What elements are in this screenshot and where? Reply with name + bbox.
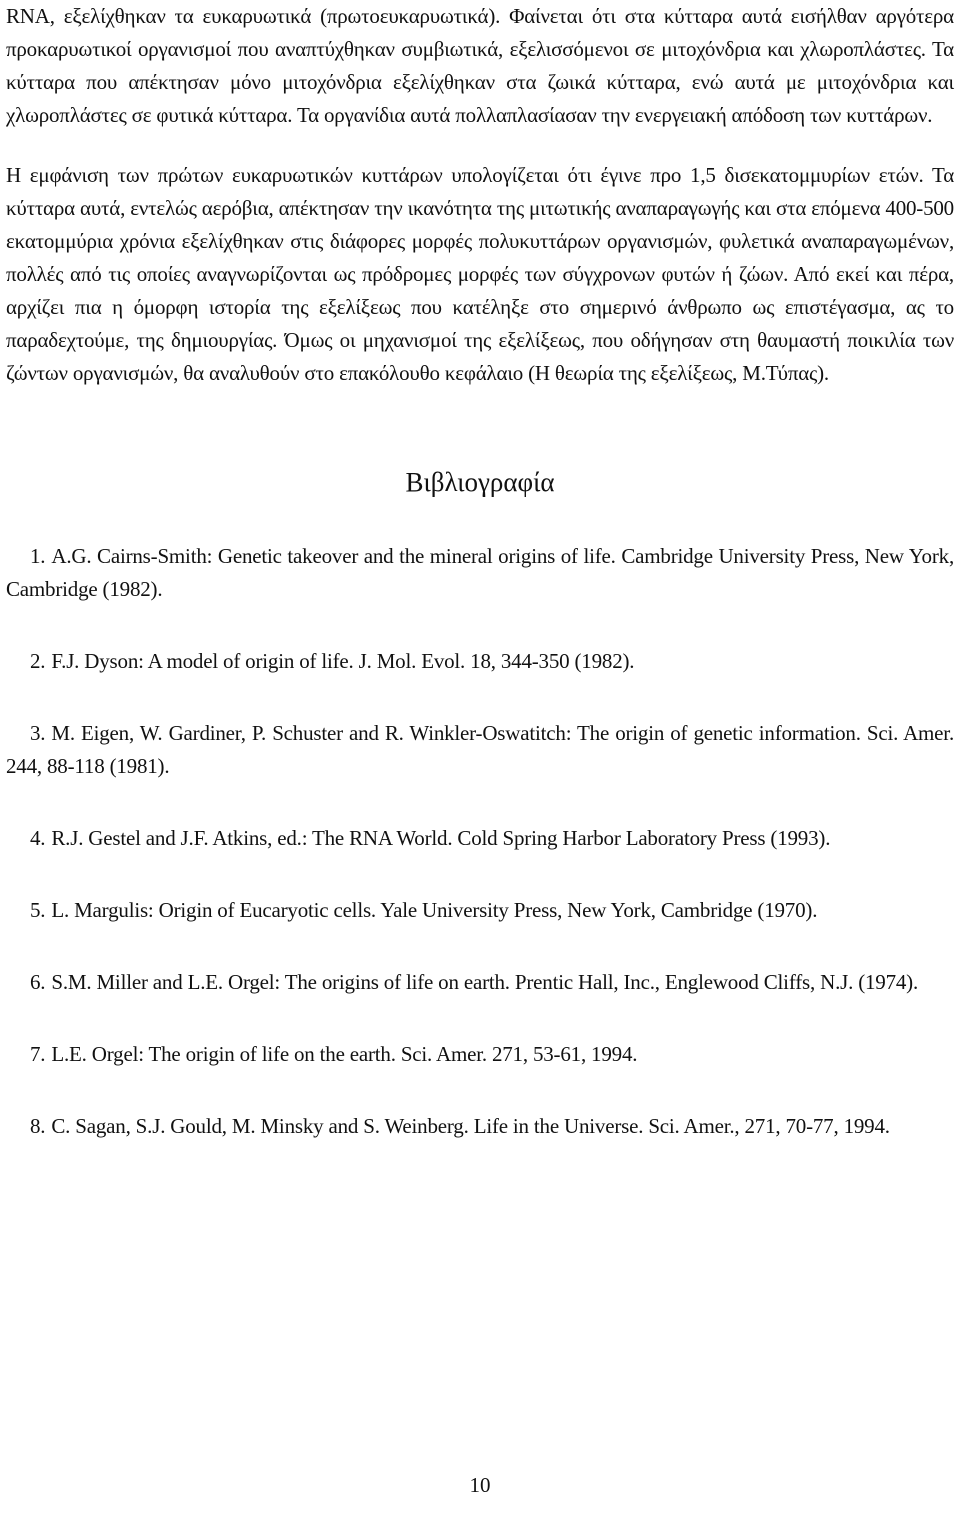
reference-number: 5. [30, 898, 46, 922]
reference-item [6, 540, 954, 606]
reference-text: R.J. Gestel and J.F. Atkins, ed.: The RNA World. Cold Spring Harbor Laboratory Press (1993). [51, 826, 831, 850]
reference-item [6, 1038, 954, 1071]
reference-number: 7. [30, 1042, 46, 1066]
body-paragraph: Η εμφάνιση των πρώτων ευκαρυωτικών κυττάρων υπολογίζεται ότι έγινε προ 1,5 δισεκατομμυρίων ετών. Τα κύτταρα αυτά, εντελώς αερόβια, απέκτησαν την ικανότητα της μιτωτικής αναπαραγωγής και στα επόμενα 400-500 εκατομμύρια χρόνια εξελίχθηκαν στις διάφορες μορφές πολυκυττάρων οργανισμών, φυλετικά αναπαραγωμένων, πολλές από τις οποίες αναγνωρίζονται ως πρόδρομες μορφές των σύγχρονων φυτών ή ζώων. Από εκεί και πέρα, αρχίζει πια η όμορφη ιστορία της εξελίξεως που κατέληξε στο σημερινό άνθρωπο ως επιστέγασμα, ας το παραδεχτούμε, της δημιουργίας. Όμως οι μηχανισμοί της εξελίξεως, που οδήγησαν στη θαυμαστή ποικιλία των ζώντων οργανισμών, θα αναλυθούν στο επακόλουθο κεφάλαιο (Η θεωρία της εξελίξεως, Μ.Τύπας). [6, 163, 954, 385]
reference-item [6, 822, 954, 855]
reference-item [6, 966, 954, 999]
reference-number: 8. [30, 1114, 46, 1138]
reference-item [6, 894, 954, 927]
reference-number: 3. [30, 721, 46, 745]
reference-number: 4. [30, 826, 46, 850]
reference-number: 2. [30, 649, 46, 673]
body-paragraph: RNA, εξελίχθηκαν τα ευκαρυωτικά (πρωτοευκαρυωτικά). Φαίνεται ότι στα κύτταρα αυτά εισήλθαν αργότερα προκαρυωτικοί οργανισμοί που αναπτύχθηκαν συμβιωτικά, εξελισσόμενοι σε μιτοχόνδρια και χλωροπλάστες. Τα κύτταρα που απέκτησαν μόνο μιτοχόνδρια εξελίχθηκαν στα ζωικά κύτταρα, ενώ αυτά με μιτοχόνδρια και χλωροπλάστες σε φυτικά κύτταρα. Τα οργανίδια αυτά πολλαπλασίασαν την ενεργειακή απόδοση των κυττάρων. [6, 4, 954, 127]
document-page [6, 0, 954, 1182]
reference-text: F.J. Dyson: A model of origin of life. J. Mol. Evol. 18, 344-350 (1982). [51, 649, 635, 673]
page-number: 10 [469, 1473, 491, 1497]
reference-number: 1. [30, 544, 46, 568]
reference-text: A.G. Cairns-Smith: Genetic takeover and the mineral origins of life. Cambridge University Press, New York, Cambridge (1982). [6, 544, 954, 601]
reference-list [6, 540, 954, 1143]
reference-text: C. Sagan, S.J. Gould, M. Minsky and S. Weinberg. Life in the Universe. Sci. Amer., 271, 70-77, 1994. [51, 1114, 890, 1138]
reference-item [6, 645, 954, 678]
reference-item [6, 1110, 954, 1143]
reference-item [6, 717, 954, 783]
reference-text: L.E. Orgel: The origin of life on the earth. Sci. Amer. 271, 53-61, 1994. [51, 1042, 638, 1066]
reference-text: L. Margulis: Origin of Eucaryotic cells. Yale University Press, New York, Cambridge (1970). [51, 898, 818, 922]
reference-text: M. Eigen, W. Gardiner, P. Schuster and R. Winkler-Oswatitch: The origin of genetic information. Sci. Amer. 244, 88-118 (1981). [6, 721, 954, 778]
reference-number: 6. [30, 970, 46, 994]
reference-text: S.M. Miller and L.E. Orgel: The origins of life on earth. Prentic Hall, Inc., Englewood Cliffs, N.J. (1974). [51, 970, 919, 994]
bibliography-heading: Βιβλιογραφία [405, 467, 555, 497]
